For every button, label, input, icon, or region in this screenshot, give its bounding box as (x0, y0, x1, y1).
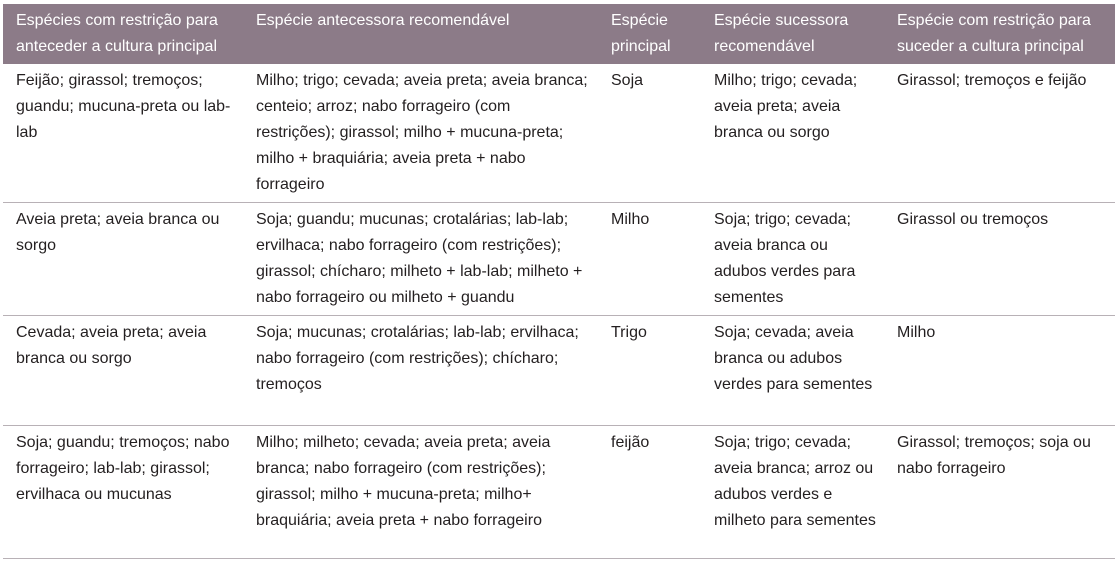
cell-principal: Soja (596, 64, 699, 203)
cell-restricao-antes: Feijão; girassol; tremoços; guandu; mucuna-preta ou lab-lab (3, 64, 241, 203)
header-antecessora: Espécie antecessora recomendável (241, 4, 596, 64)
table-row (3, 316, 1115, 426)
crop-rotation-table (3, 4, 1115, 559)
cell-antecessora: Soja; guandu; mucunas; crotalárias; lab-lab; ervilhaca; nabo forrageiro (com restrições); girassol; chícharo; milheto + lab-lab; milheto + nabo forrageiro ou milheto + guandu (241, 203, 596, 316)
cell-restricao-depois: Girassol ou tremoços (882, 203, 1115, 316)
cell-antecessora: Milho; milheto; cevada; aveia preta; aveia branca; nabo forrageiro (com restrições); girassol; milho + mucuna-preta; milho+ braquiária; aveia preta + nabo forrageiro (241, 426, 596, 559)
cell-restricao-depois: Milho (882, 316, 1115, 426)
cell-restricao-depois: Girassol; tremoços e feijão (882, 64, 1115, 203)
cell-principal: feijão (596, 426, 699, 559)
cell-antecessora: Soja; mucunas; crotalárias; lab-lab; ervilhaca; nabo forrageiro (com restrições); chícharo; tremoços (241, 316, 596, 426)
header-sucessora: Espécie sucessora recomendável (699, 4, 882, 64)
cell-restricao-depois: Girassol; tremoços; soja ou nabo forrageiro (882, 426, 1115, 559)
cell-antecessora: Milho; trigo; cevada; aveia preta; aveia branca; centeio; arroz; nabo forrageiro (com restrições); girassol; milho + mucuna-preta; milho + braquiária; aveia preta + nabo forrageiro (241, 64, 596, 203)
cell-sucessora: Soja; trigo; cevada; aveia branca; arroz ou adubos verdes e milheto para sementes (699, 426, 882, 559)
cell-restricao-antes: Aveia preta; aveia branca ou sorgo (3, 203, 241, 316)
cell-principal: Milho (596, 203, 699, 316)
table-header-row (3, 4, 1115, 64)
cell-sucessora: Soja; cevada; aveia branca ou adubos verdes para sementes (699, 316, 882, 426)
cell-restricao-antes: Cevada; aveia preta; aveia branca ou sorgo (3, 316, 241, 426)
header-principal: Espécie principal (596, 4, 699, 64)
table-row (3, 64, 1115, 203)
cell-principal: Trigo (596, 316, 699, 426)
header-restricao-antes: Espécies com restrição para anteceder a cultura principal (3, 4, 241, 64)
header-restricao-depois: Espécie com restrição para suceder a cultura principal (882, 4, 1115, 64)
cell-sucessora: Soja; trigo; cevada; aveia branca ou adubos verdes para sementes (699, 203, 882, 316)
cell-restricao-antes: Soja; guandu; tremoços; nabo forrageiro; lab-lab; girassol; ervilhaca ou mucunas (3, 426, 241, 559)
cell-sucessora: Milho; trigo; cevada; aveia preta; aveia branca ou sorgo (699, 64, 882, 203)
table-row (3, 203, 1115, 316)
table-row (3, 426, 1115, 559)
